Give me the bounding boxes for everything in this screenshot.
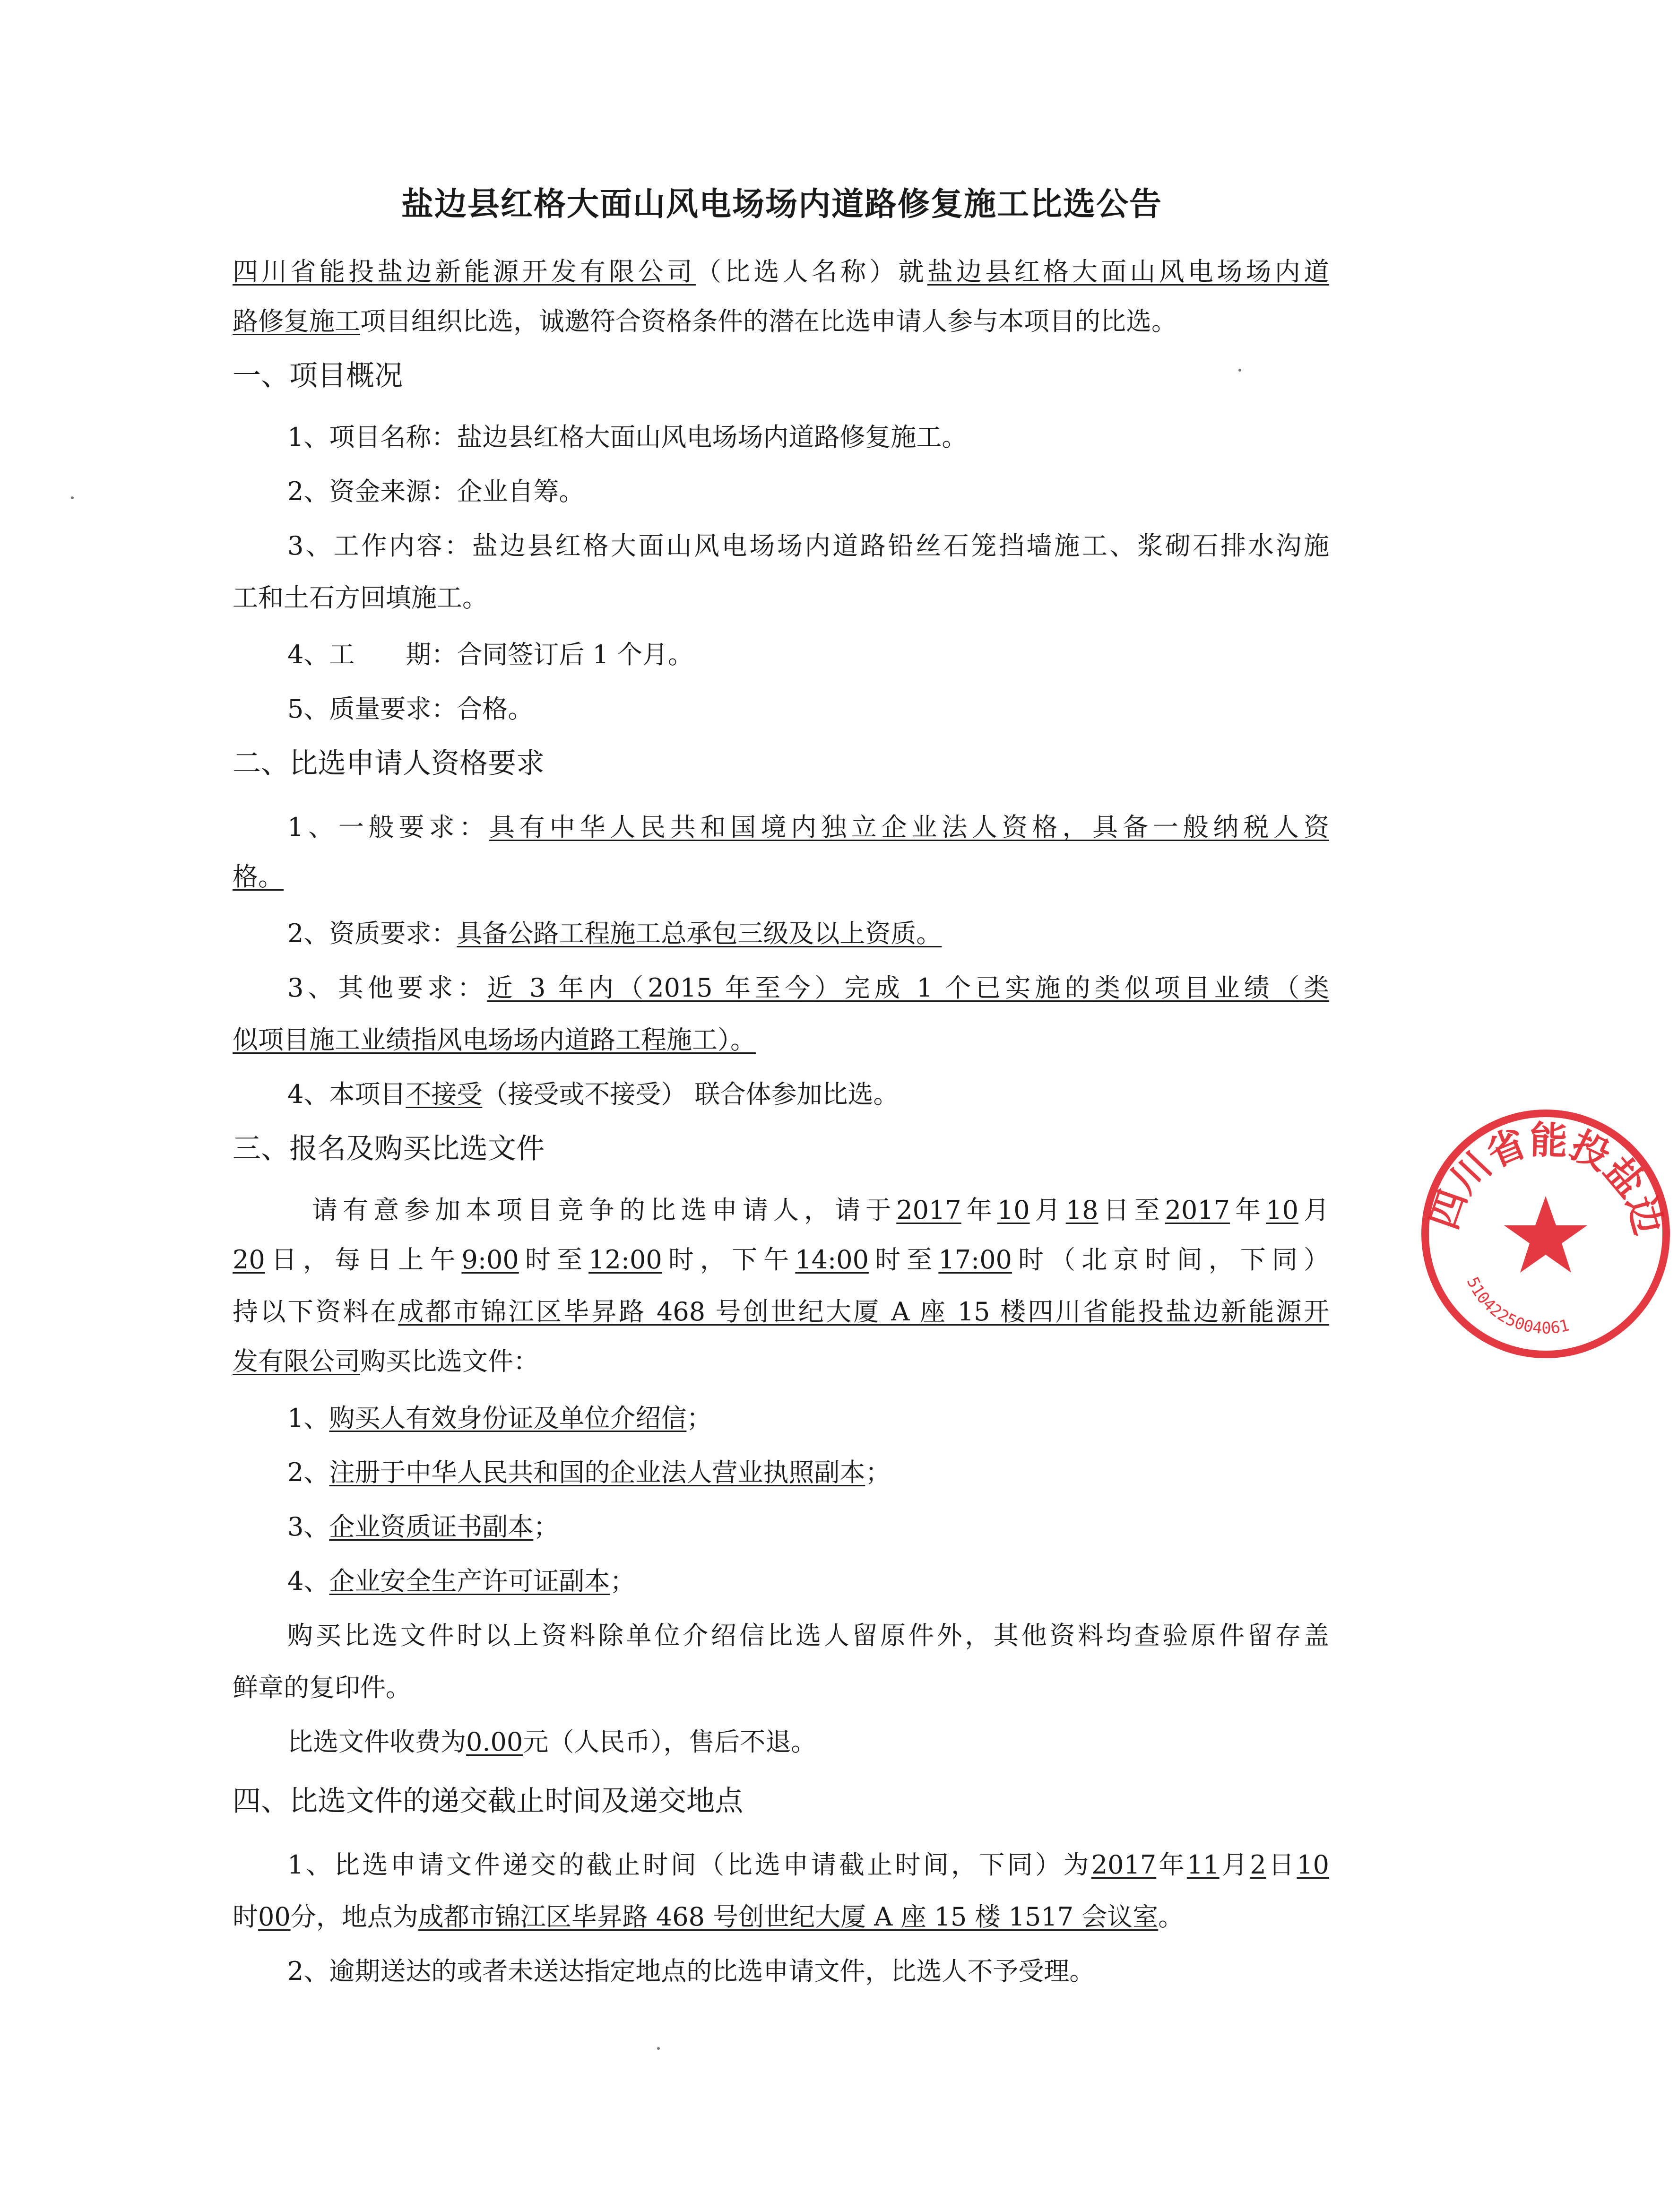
section-heading-2: 二、比选申请人资格要求 <box>233 747 545 780</box>
fee-amount: 0.00 <box>466 1727 523 1757</box>
submission-address: 成都市锦江区毕昇路 468 号创世纪大厦 A 座 15 楼 1517 会议室 <box>418 1902 1159 1932</box>
section-heading-3: 三、报名及购买比选文件 <box>233 1132 545 1165</box>
s3-para-1c: 持以下资料在成都市锦江区毕昇路 468 号创世纪大厦 A 座 15 楼四川省能投盐边新能源开 <box>233 1297 1329 1327</box>
consortium-choice: 不接受 <box>406 1079 483 1109</box>
s2-item-2: 2、资质要求：具备公路工程施工总承包三级及以上资质。 <box>287 919 942 948</box>
scan-speck <box>71 496 74 499</box>
project-name: 盐边县红格大面山风电场场内道 <box>927 257 1330 286</box>
s1-item-4: 4、工 期：合同签订后 1 个月。 <box>287 640 694 669</box>
s3-para-2b: 鲜章的复印件。 <box>233 1673 411 1702</box>
s1-item-3a: 3、工作内容：盐边县红格大面山风电场场内道路铅丝石笼挡墙施工、浆砌石排水沟施 <box>287 531 1329 561</box>
s2-item-3a: 3、其他要求：近 3 年内（2015 年至今）完成 1 个已实施的类似项目业绩（类 <box>287 973 1329 1003</box>
s1-item-2: 2、资金来源：企业自筹。 <box>287 477 585 506</box>
seal-number: 5104225004061 <box>1462 1274 1572 1338</box>
s4-item-2: 2、逾期送达的或者未送达指定地点的比选申请文件，比选人不予受理。 <box>287 1956 1095 1986</box>
seal-star-icon <box>1504 1196 1587 1273</box>
intro-line-1: 四川省能投盐边新能源开发有限公司（比选人名称）就盐边县红格大面山风电场场内道 <box>233 257 1330 286</box>
s2-item-3b: 似项目施工业绩指风电场场内道路工程施工）。 <box>233 1025 756 1055</box>
purchase-address: 成都市锦江区毕昇路 468 号创世纪大厦 A 座 15 楼四川省能投盐边新能源开 <box>398 1297 1329 1327</box>
s3-para-2a: 购买比选文件时以上资料除单位介绍信比选人留原件外，其他资料均查验原件留存盖 <box>287 1621 1329 1650</box>
s1-item-1: 1、项目名称：盐边县红格大面山风电场场内道路修复施工。 <box>287 422 968 452</box>
s3-para-1b: 20日，每日上午9:00时至12:00时，下午14:00时至17:00时（北京时间，下同） <box>233 1245 1330 1275</box>
s3-item-3: 3、企业资质证书副本； <box>287 1512 559 1542</box>
s4-item-1a: 1、比选申请文件递交的截止时间（比选申请截止时间，下同）为2017年11月2日10 <box>287 1850 1330 1880</box>
scan-speck <box>1238 369 1241 372</box>
s2-item-1a: 1、一般要求：具有中华人民共和国境内独立企业法人资格，具备一般纳税人资 <box>287 812 1329 842</box>
scan-speck <box>657 2047 660 2050</box>
s3-item-2: 2、注册于中华人民共和国的企业法人营业执照副本； <box>287 1457 891 1487</box>
s3-para-3: 比选文件收费为0.00元（人民币），售后不退。 <box>287 1727 817 1757</box>
intro-line-2: 路修复施工项目组织比选，诚邀符合资格条件的潜在比选申请人参与本项目的比选。 <box>233 306 1177 336</box>
s3-item-1: 1、购买人有效身份证及单位介绍信； <box>287 1403 712 1433</box>
s2-item-4: 4、本项目不接受（接受或不接受） 联合体参加比选。 <box>287 1079 899 1109</box>
s2-item-1b: 格。 <box>233 862 284 892</box>
s1-item-3b: 工和土石方回填施工。 <box>233 583 488 613</box>
s3-item-4: 4、企业安全生产许可证副本； <box>287 1566 636 1596</box>
company-seal <box>1413 1102 1678 1366</box>
section-heading-4: 四、比选文件的递交截止时间及递交地点 <box>233 1785 743 1818</box>
s3-para-1d: 发有限公司购买比选文件： <box>233 1346 539 1376</box>
page-title: 盐边县红格大面山风电场场内道路修复施工比选公告 <box>401 186 1162 223</box>
s1-item-5: 5、质量要求：合格。 <box>287 694 534 724</box>
seal-text: 四川省能投盐边 <box>1421 1118 1671 1240</box>
s4-item-1b: 时00分，地点为成都市锦江区毕昇路 468 号创世纪大厦 A 座 15 楼 1517 会议室。 <box>233 1902 1184 1932</box>
section-heading-1: 一、项目概况 <box>233 359 403 392</box>
s3-para-1a: 请有意参加本项目竞争的比选申请人，请于2017年10月18日至2017年10月 <box>312 1195 1330 1225</box>
bidder-name: 四川省能投盐边新能源开发有限公司 <box>233 257 696 286</box>
